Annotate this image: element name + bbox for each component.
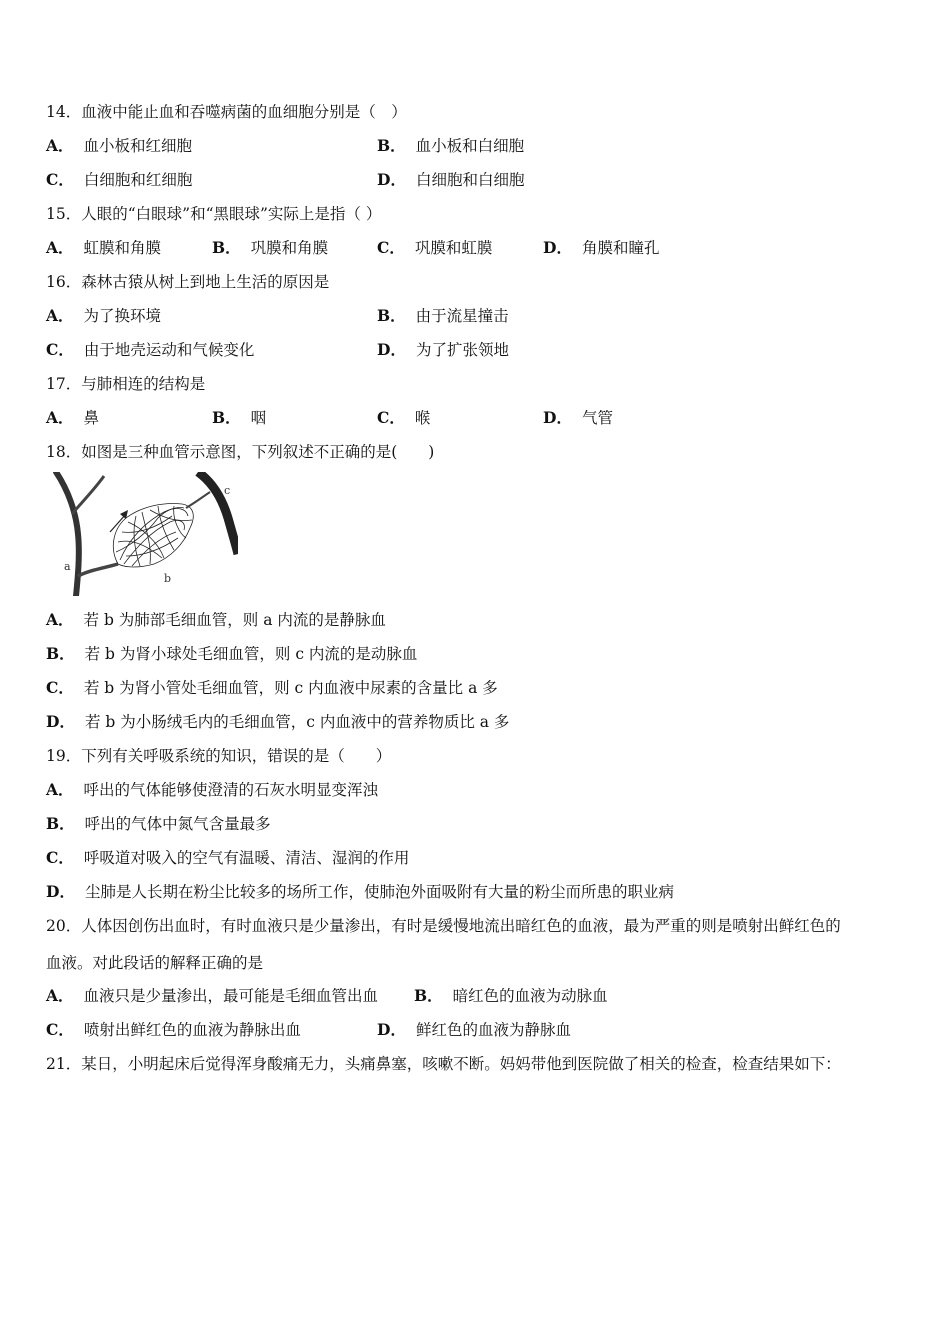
question-number: 14． bbox=[46, 103, 82, 121]
option-d[interactable]: D． 若 b 为小肠绒毛内的毛细血管，c 内血液中的营养物质比 a 多 bbox=[46, 712, 510, 731]
option-a[interactable]: A． 鼻 bbox=[46, 408, 100, 427]
question-number: 17． bbox=[46, 375, 82, 393]
option-d[interactable]: D． 尘肺是人长期在粉尘比较多的场所工作，使肺泡外面吸附有大量的粉尘而所患的职业病 bbox=[46, 882, 674, 901]
question-14-stem: 14．血液中能止血和吞噬病菌的血细胞分别是（ ） bbox=[46, 103, 407, 121]
blood-vessel-diagram bbox=[46, 472, 238, 596]
vein-c bbox=[198, 472, 238, 554]
option-a[interactable]: A． 呼出的气体能够使澄清的石灰水明显变浑浊 bbox=[46, 780, 379, 799]
option-c[interactable]: C． 由于地壳运动和气候变化 bbox=[46, 340, 255, 359]
artery-a bbox=[56, 472, 79, 596]
option-d[interactable]: D． 气管 bbox=[543, 408, 613, 427]
option-d[interactable]: D． 鲜红色的血液为静脉血 bbox=[377, 1020, 571, 1039]
label-c: c bbox=[224, 484, 231, 497]
question-16-stem: 16．森林古猿从树上到地上生活的原因是 bbox=[46, 273, 330, 291]
option-b[interactable]: B． 呼出的气体中氮气含量最多 bbox=[46, 814, 271, 833]
option-c[interactable]: C． 巩膜和虹膜 bbox=[377, 238, 493, 257]
option-d[interactable]: D． 白细胞和白细胞 bbox=[377, 170, 525, 189]
option-d[interactable]: D． 角膜和瞳孔 bbox=[543, 238, 660, 257]
option-b[interactable]: B． 若 b 为肾小球处毛细血管，则 c 内流的是动脉血 bbox=[46, 644, 418, 663]
label-b: b bbox=[164, 572, 172, 585]
option-b[interactable]: B． 暗红色的血液为动脉血 bbox=[414, 986, 608, 1005]
artery-to-capillary bbox=[78, 564, 118, 576]
artery-branch bbox=[72, 476, 104, 514]
option-c[interactable]: C． 喉 bbox=[377, 408, 431, 427]
option-d[interactable]: D． 为了扩张领地 bbox=[377, 340, 509, 359]
option-a[interactable]: A． 血小板和红细胞 bbox=[46, 136, 193, 155]
option-c[interactable]: C． 呼吸道对吸入的空气有温暖、清洁、湿润的作用 bbox=[46, 848, 410, 867]
option-a[interactable]: A． 血液只是少量渗出，最可能是毛细血管出血 bbox=[46, 986, 379, 1005]
question-21-stem: 21．某日，小明起床后觉得浑身酸痛无力，头痛鼻塞，咳嗽不断。妈妈带他到医院做了相关的检查，检查结果如下： bbox=[46, 1055, 841, 1073]
question-number: 18． bbox=[46, 443, 82, 461]
question-20-stem-cont: 血液。对此段话的解释正确的是 bbox=[46, 954, 264, 972]
question-15-stem: 15．人眼的“白眼球”和“黑眼球”实际上是指（ ） bbox=[46, 205, 382, 223]
option-b[interactable]: B． 咽 bbox=[212, 408, 267, 427]
option-c[interactable]: C． 喷射出鲜红色的血液为静脉出血 bbox=[46, 1020, 301, 1039]
option-a[interactable]: A． 为了换环境 bbox=[46, 306, 162, 325]
option-c[interactable]: C． 若 b 为肾小管处毛细血管，则 c 内血液中尿素的含量比 a 多 bbox=[46, 678, 498, 697]
option-b[interactable]: B． 由于流星撞击 bbox=[377, 306, 509, 325]
option-a[interactable]: A． 若 b 为肺部毛细血管，则 a 内流的是静脉血 bbox=[46, 610, 386, 629]
option-c[interactable]: C． 白细胞和红细胞 bbox=[46, 170, 193, 189]
option-b[interactable]: B． 血小板和白细胞 bbox=[377, 136, 525, 155]
option-b[interactable]: B． 巩膜和角膜 bbox=[212, 238, 329, 257]
label-a: a bbox=[64, 560, 71, 573]
question-19-stem: 19．下列有关呼吸系统的知识，错误的是（ ） bbox=[46, 747, 392, 765]
question-number: 20． bbox=[46, 917, 82, 935]
question-number: 16． bbox=[46, 273, 82, 291]
question-number: 21． bbox=[46, 1055, 82, 1073]
question-number: 19． bbox=[46, 747, 82, 765]
question-number: 15． bbox=[46, 205, 82, 223]
question-17-stem: 17．与肺相连的结构是 bbox=[46, 375, 206, 393]
option-a[interactable]: A． 虹膜和角膜 bbox=[46, 238, 162, 257]
question-18-stem: 18．如图是三种血管示意图，下列叙述不正确的是( ) bbox=[46, 443, 435, 461]
question-20-stem: 20．人体因创伤出血时，有时血液只是少量渗出，有时是缓慢地流出暗红色的血液，最为严重的则是喷射出鲜红色的 bbox=[46, 917, 841, 935]
capillary-to-vein bbox=[186, 492, 210, 508]
